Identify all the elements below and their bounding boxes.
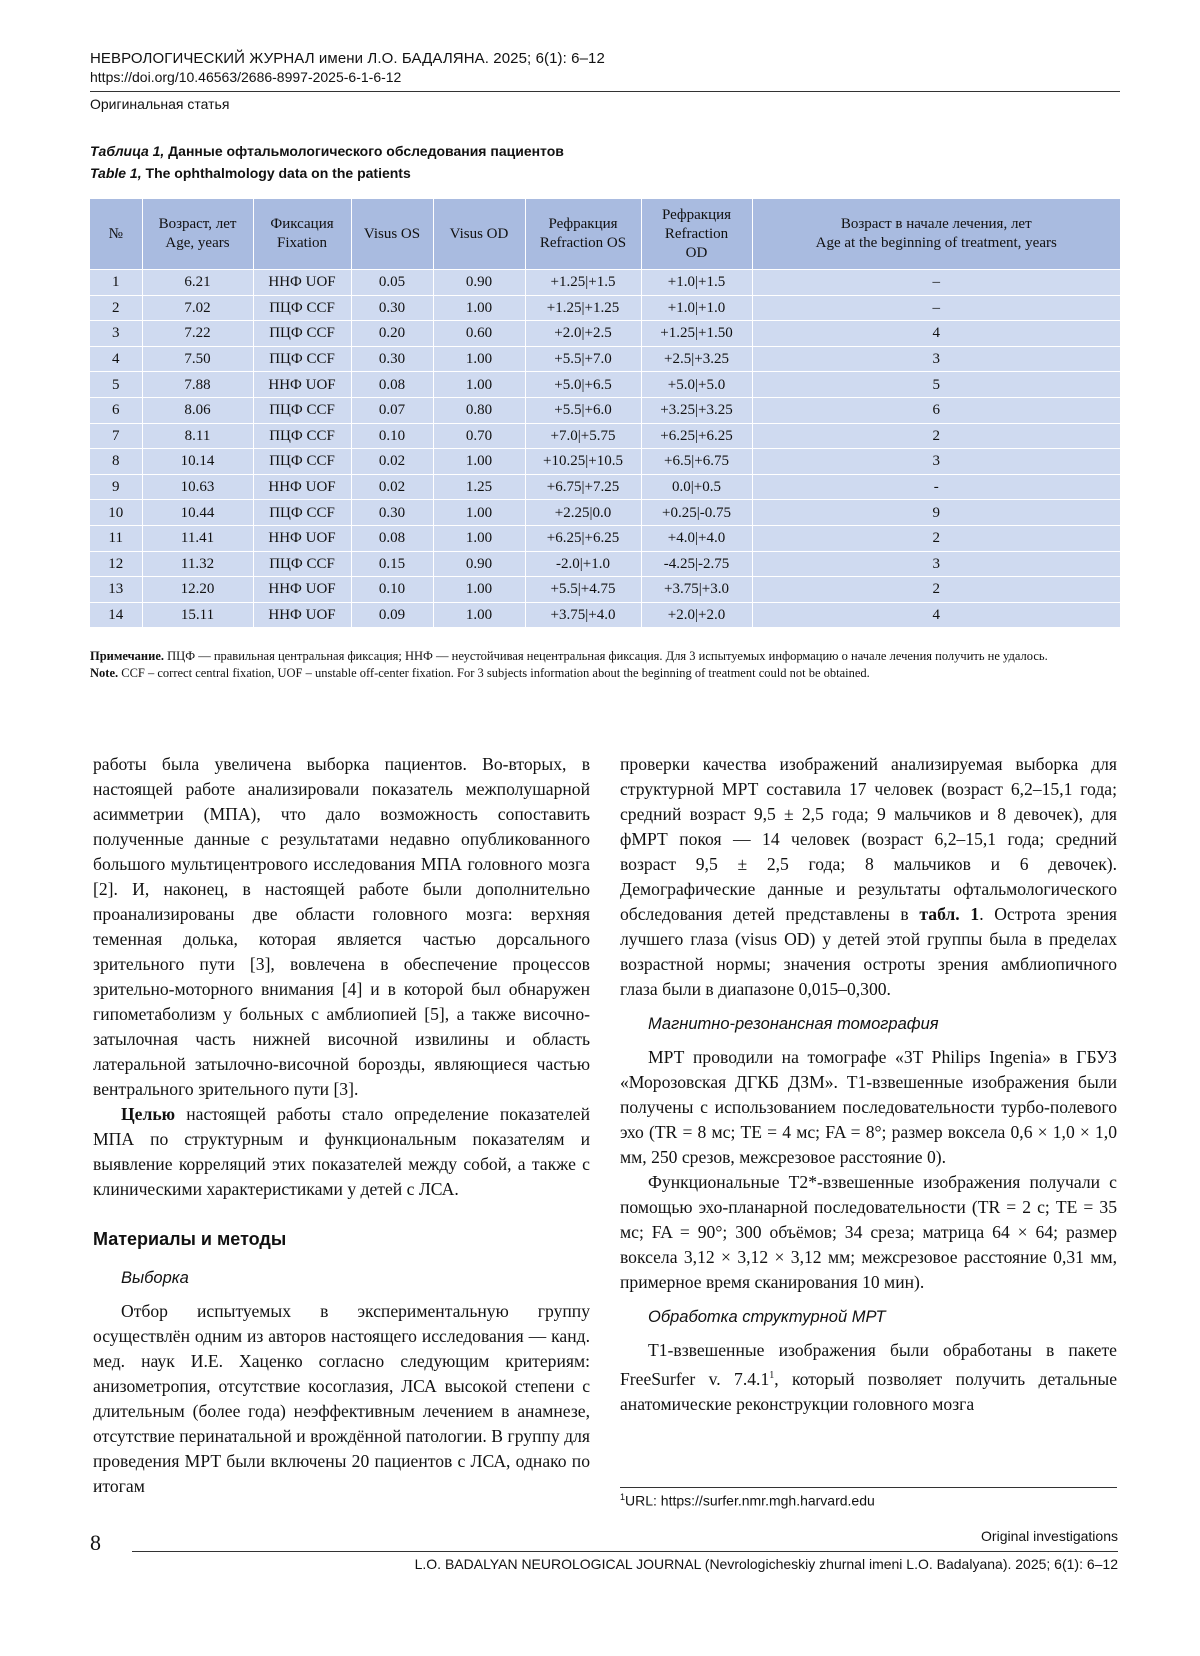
table-cell: 0.70 xyxy=(433,423,525,449)
table-cell: +3.25|+3.25 xyxy=(641,397,752,423)
subsection-heading-mri: Магнитно-резонансная томография xyxy=(648,1015,939,1033)
col-header-fixation: Фиксация Fixation xyxy=(253,199,351,270)
table-row xyxy=(90,449,1120,475)
journal-line: НЕВРОЛОГИЧЕСКИЙ ЖУРНАЛ имени Л.О. БАДАЛЯНА. 2025; 6(1): 6–12 xyxy=(90,50,605,67)
table-cell: 0.02 xyxy=(351,474,433,500)
table-cell: 6 xyxy=(752,397,1120,423)
table-cell: 0.09 xyxy=(351,602,433,627)
table-cell: ННФ UOF xyxy=(253,474,351,500)
table-body xyxy=(90,270,1120,628)
table-cell: +2.0|+2.0 xyxy=(641,602,752,627)
table-cell: +6.5|+6.75 xyxy=(641,449,752,475)
table-cell: +5.0|+6.5 xyxy=(525,372,641,398)
footnote: $^1$URL: https://surfer.nmr.mgh.harvard.edu xyxy=(620,1492,875,1509)
table-cell: +1.25|+1.25 xyxy=(525,295,641,321)
table-row xyxy=(90,602,1120,627)
table-cell: 7.22 xyxy=(142,321,253,347)
table-cell: +1.0|+1.5 xyxy=(641,270,752,296)
footnote-ref[interactable]: 1 xyxy=(769,1370,775,1381)
paragraph: Т1-взвешенные изображения были обработаны в пакете FreeSurfer v. 7.4.1$^1$, который позволяет получить детальные анатомические реконструкции головного мозга xyxy=(620,1340,1117,1414)
table-cell: 0.15 xyxy=(351,551,433,577)
table-cell: 0.90 xyxy=(433,270,525,296)
table-cell: 12 xyxy=(90,551,142,577)
table-cell: +1.25|+1.5 xyxy=(525,270,641,296)
table-cell: 0.08 xyxy=(351,525,433,551)
table-cell: 9 xyxy=(752,500,1120,526)
table-cell: 13 xyxy=(90,577,142,603)
table-cell: ННФ UOF xyxy=(253,602,351,627)
table-cell: +5.0|+5.0 xyxy=(641,372,752,398)
table-row xyxy=(90,577,1120,603)
table-cell: +10.25|+10.5 xyxy=(525,449,641,475)
table-note-en: Note. CCF – correct central fixation, UOF – unstable off-center fixation. For 3 subjects information about the beginning of treatment could not be obtained. xyxy=(90,666,870,680)
table-cell: 11.41 xyxy=(142,525,253,551)
table-reference[interactable]: табл. 1 xyxy=(919,904,980,924)
table-cell: 1.00 xyxy=(433,602,525,627)
table-row xyxy=(90,372,1120,398)
table-row xyxy=(90,295,1120,321)
table-cell: – xyxy=(752,270,1120,296)
paragraph: Функциональные Т2*-взвешенные изображения получали с помощью эхо-планарной последовательности (TR = 2 с; TE = 35 мс; FA = 90°; 300 объёмов; 34 среза; матрица 64 × 64; размер воксела 3,12 × 3,12 × 3,12 мм; межсрезовое расстояние 0,31 мм, примерное время сканирования 10 мин). xyxy=(620,1172,1117,1292)
table-row xyxy=(90,551,1120,577)
table-row xyxy=(90,397,1120,423)
section-heading-methods: Материалы и методы xyxy=(93,1229,287,1249)
table-cell: +6.75|+7.25 xyxy=(525,474,641,500)
table-cell: 11 xyxy=(90,525,142,551)
table-cell: 8 xyxy=(90,449,142,475)
table-cell: – xyxy=(752,295,1120,321)
table-header-row xyxy=(90,199,1120,270)
table-cell: 0.80 xyxy=(433,397,525,423)
table-cell: +3.75|+4.0 xyxy=(525,602,641,627)
table-cell: +2.5|+3.25 xyxy=(641,346,752,372)
col-header-refraction-os: Рефракция Refraction OS xyxy=(525,199,641,270)
table-cell: +6.25|+6.25 xyxy=(641,423,752,449)
table-cell: 7.88 xyxy=(142,372,253,398)
paragraph-aim: Целью настоящей работы стало определение показателей МПА по структурным и функциональным показателям и выявление корреляций этих показателей между собой, а также с клиническими характеристиками у детей с ЛСА. xyxy=(93,1104,590,1199)
table-cell: 12.20 xyxy=(142,577,253,603)
table-note-ru: Примечание. ПЦФ — правильная центральная фиксация; ННФ — неустойчивая нецентральная фиксация. Для 3 испытуемых информацию о начале лечения получить не удалось. xyxy=(90,649,1048,663)
table-cell: 14 xyxy=(90,602,142,627)
table-cell: +7.0|+5.75 xyxy=(525,423,641,449)
table-captions xyxy=(90,143,1120,187)
table-cell: 3 xyxy=(90,321,142,347)
paragraph: работы была увеличена выборка пациентов. Во-вторых, в настоящей работе анализировали показатель межполушарной асимметрии (МПА), что дало возможность сопоставить полученные данные с результатами недавно опубликованного большого мультицентрового исследования МПА головного мозга [2]. И, наконец, в настоящей работе были дополнительно проанализированы две области головного мозга: верхняя теменная долька, которая является частью дорсального зрительного пути [3], вовлечена в обеспечение процессов зрительно-моторного внимания [4] и в которой был обнаружен гипометаболизм у больных с амблиопией [5], а также височно-затылочная часть нижней височной извилины и область латеральной затылочно-височной борозды, являющиеся частью вентрального зрительного пути [3]. xyxy=(93,754,590,1099)
paragraph: МРТ проводили на томографе «3T Philips Ingenia» в ГБУЗ «Морозовская ДГКБ ДЗМ». Т1-взвешенные изображения были получены с использованием последовательности турбо-полевого эхо (TR = 8 мс; TE = 4 мс; FA = 8°; размер воксела 0,6 × 1,0 × 1,0 мм, 250 срезов, межсрезовое расстояние 0). xyxy=(620,1047,1117,1167)
table-cell: +0.25|-0.75 xyxy=(641,500,752,526)
table-cell: 10.44 xyxy=(142,500,253,526)
table-cell: 1.00 xyxy=(433,525,525,551)
table-cell: 4 xyxy=(90,346,142,372)
col-header-treatment-age: Возраст в начале лечения, лет Age at the beginning of treatment, years xyxy=(752,199,1120,270)
table-cell: 0.20 xyxy=(351,321,433,347)
table-cell: 8.06 xyxy=(142,397,253,423)
subsection-heading-sample: Выборка xyxy=(121,1269,189,1287)
table-cell: 1 xyxy=(90,270,142,296)
table-cell: ПЦФ CCF xyxy=(253,500,351,526)
table-cell: 1.00 xyxy=(433,372,525,398)
table-cell: ПЦФ CCF xyxy=(253,551,351,577)
table-cell: 5 xyxy=(752,372,1120,398)
table-cell: 1.25 xyxy=(433,474,525,500)
left-text-column xyxy=(93,752,590,1499)
table-cell: 0.02 xyxy=(351,449,433,475)
table-cell: ПЦФ CCF xyxy=(253,321,351,347)
table-caption-ru: Таблица 1, Данные офтальмологического обследования пациентов xyxy=(90,143,564,159)
ophthalmology-data-table xyxy=(90,199,1120,627)
table-cell: 0.10 xyxy=(351,423,433,449)
table-cell: 2 xyxy=(90,295,142,321)
table-cell: -4.25|-2.75 xyxy=(641,551,752,577)
page-number: 8 xyxy=(90,1530,101,1555)
table-cell: +1.25|+1.50 xyxy=(641,321,752,347)
table-row xyxy=(90,525,1120,551)
doi-link[interactable]: https://doi.org/10.46563/2686-8997-2025-6-1-6-12 xyxy=(90,69,402,85)
table-cell: ННФ UOF xyxy=(253,372,351,398)
table-row xyxy=(90,346,1120,372)
table-cell: 7 xyxy=(90,423,142,449)
table-cell: 9 xyxy=(90,474,142,500)
table-cell: 1.00 xyxy=(433,577,525,603)
table-row xyxy=(90,500,1120,526)
col-header-age: Возраст, лет Age, years xyxy=(142,199,253,270)
table-cell: 0.30 xyxy=(351,346,433,372)
table-cell: 0.60 xyxy=(433,321,525,347)
table-cell: 6 xyxy=(90,397,142,423)
table-cell: 1.00 xyxy=(433,449,525,475)
table-cell: 3 xyxy=(752,551,1120,577)
footnote-divider xyxy=(620,1487,1117,1488)
table-cell: ПЦФ CCF xyxy=(253,295,351,321)
col-header-num: № xyxy=(90,199,142,270)
table-caption-en: Table 1, The ophthalmology data on the patients xyxy=(90,165,411,181)
table-cell: - xyxy=(752,474,1120,500)
footer-journal: L.O. BADALYAN NEUROLOGICAL JOURNAL (Nevrologicheskiy zhurnal imeni L.O. Badalyana). 2025; 6(1): 6–12 xyxy=(414,1556,1118,1572)
table-cell: +6.25|+6.25 xyxy=(525,525,641,551)
table-cell: ННФ UOF xyxy=(253,525,351,551)
table-cell: 0.08 xyxy=(351,372,433,398)
table-row xyxy=(90,474,1120,500)
table-cell: +5.5|+4.75 xyxy=(525,577,641,603)
section-label: Оригинальная статья xyxy=(90,96,230,112)
table-note xyxy=(90,648,1120,682)
table-cell: 2 xyxy=(752,423,1120,449)
table-cell: 1.00 xyxy=(433,346,525,372)
table-cell: 10.63 xyxy=(142,474,253,500)
table-cell: 0.90 xyxy=(433,551,525,577)
table-cell: 7.02 xyxy=(142,295,253,321)
table-cell: +5.5|+7.0 xyxy=(525,346,641,372)
table-cell: 3 xyxy=(752,449,1120,475)
table-cell: 10.14 xyxy=(142,449,253,475)
footer-section-label: Original investigations xyxy=(981,1528,1118,1544)
table-cell: +5.5|+6.0 xyxy=(525,397,641,423)
col-header-visus-od: Visus OD xyxy=(433,199,525,270)
paragraph: проверки качества изображений анализируемая выборка для структурной МРТ составила 17 человек (возраст 6,2–15,1 года; средний возраст 9,5 ± 2,5 года; 9 мальчиков и 8 девочек), для фМРТ покоя — 14 человек (возраст 6,2–15,1 года; средний возраст 9,5 ± 2,5 года; 8 мальчиков и 6 девочек). Демографические данные и результаты офтальмологического обследования детей представлены в табл. 1. Острота зрения лучшего глаза (visus OD) у детей этой группы была в пределах возрастной нормы; значения остроты зрения амблиопичного глаза были в диапазоне 0,015–0,300. xyxy=(620,754,1117,999)
table-cell: +1.0|+1.0 xyxy=(641,295,752,321)
table-cell: 11.32 xyxy=(142,551,253,577)
table-cell: 0.10 xyxy=(351,577,433,603)
table-cell: +2.0|+2.5 xyxy=(525,321,641,347)
col-header-visus-os: Visus OS xyxy=(351,199,433,270)
table-cell: 2 xyxy=(752,525,1120,551)
table-cell: 8.11 xyxy=(142,423,253,449)
table-cell: ПЦФ CCF xyxy=(253,346,351,372)
table-cell: 4 xyxy=(752,321,1120,347)
table-cell: 0.05 xyxy=(351,270,433,296)
table-cell: 0.07 xyxy=(351,397,433,423)
table-cell: 1.00 xyxy=(433,295,525,321)
table-cell: ННФ UOF xyxy=(253,577,351,603)
col-header-refraction-od: Рефракция Refraction OD xyxy=(641,199,752,270)
subsection-heading-structural: Обработка структурной МРТ xyxy=(648,1308,886,1326)
table-cell: -2.0|+1.0 xyxy=(525,551,641,577)
table-cell: 0.30 xyxy=(351,500,433,526)
table-row xyxy=(90,321,1120,347)
table-cell: +4.0|+4.0 xyxy=(641,525,752,551)
right-text-column xyxy=(620,752,1117,1417)
table-cell: 7.50 xyxy=(142,346,253,372)
table-cell: 1.00 xyxy=(433,500,525,526)
table-cell: ННФ UOF xyxy=(253,270,351,296)
footer-divider xyxy=(132,1551,1118,1552)
table-cell: 15.11 xyxy=(142,602,253,627)
table-row xyxy=(90,423,1120,449)
table-cell: 2 xyxy=(752,577,1120,603)
footnote-url[interactable]: URL: https://surfer.nmr.mgh.harvard.edu xyxy=(625,1492,875,1509)
table-cell: +2.25|0.0 xyxy=(525,500,641,526)
header-divider xyxy=(90,91,1120,92)
table-cell: 6.21 xyxy=(142,270,253,296)
table-cell: ПЦФ CCF xyxy=(253,449,351,475)
table-cell: ПЦФ CCF xyxy=(253,397,351,423)
table-cell: ПЦФ CCF xyxy=(253,423,351,449)
page-header xyxy=(90,50,1120,112)
table-cell: 10 xyxy=(90,500,142,526)
table-cell: 3 xyxy=(752,346,1120,372)
table-row xyxy=(90,270,1120,296)
paragraph: Отбор испытуемых в экспериментальную группу осуществлён одним из авторов настоящего исследования — канд. мед. наук И.Е. Хаценко согласно следующим критериям: анизометропия, отсутствие косоглазия, ЛСА высокой степени с длительным (более года) неэффективным лечением в анамнезе, отсутствие перинатальной и врождённой патологии. В группу для проведения МРТ были включены 20 пациентов с ЛСА, однако по итогам xyxy=(93,1301,590,1496)
table-cell: 0.0|+0.5 xyxy=(641,474,752,500)
table-cell: 0.30 xyxy=(351,295,433,321)
table-cell: 4 xyxy=(752,602,1120,627)
table-cell: +3.75|+3.0 xyxy=(641,577,752,603)
table-cell: 5 xyxy=(90,372,142,398)
